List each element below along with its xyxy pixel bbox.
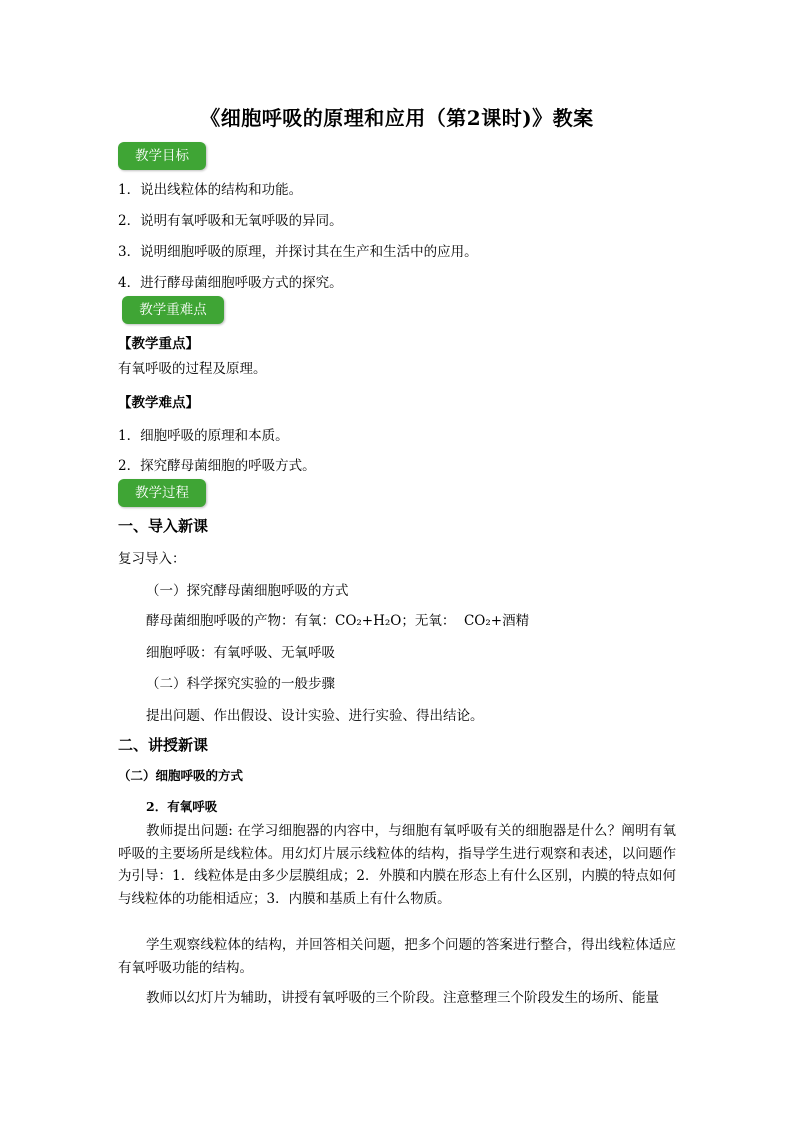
objective-item: 4．进行酵母菌细胞呼吸方式的探究。 xyxy=(118,275,343,291)
section-heading-teach: 二、讲授新课 xyxy=(118,736,209,754)
paragraph-3: 教师以幻灯片为辅助，讲授有氧呼吸的三个阶段。注意整理三个阶段发生的场所、能量 xyxy=(146,990,659,1006)
products-sep: ；无氧： xyxy=(401,613,456,629)
badge-process: 教学过程 xyxy=(118,479,206,507)
products-anaerobic: CO₂+酒精 xyxy=(463,613,530,629)
subheading-modes: （二）细胞呼吸的方式 xyxy=(118,768,244,783)
objective-item: 1．说出线粒体的结构和功能。 xyxy=(118,182,303,198)
key-text: 有氧呼吸的过程及原理。 xyxy=(118,361,267,377)
products-aerobic: CO₂+H₂O xyxy=(335,613,402,629)
difficult-heading: 【教学难点】 xyxy=(118,395,199,411)
difficult-item: 1．细胞呼吸的原理和本质。 xyxy=(118,428,289,444)
subheading-steps: （二）科学探究实验的一般步骤 xyxy=(146,676,335,692)
respiration-types: 细胞呼吸：有氧呼吸、无氧呼吸 xyxy=(146,645,335,661)
section-heading-intro: 一、导入新课 xyxy=(118,517,209,535)
objective-item: 2．说明有氧呼吸和无氧呼吸的异同。 xyxy=(118,213,343,229)
objective-item: 3．说明细胞呼吸的原理，并探讨其在生产和生活中的应用。 xyxy=(118,244,478,260)
document-title: 《细胞呼吸的原理和应用（第2课时)》教案 xyxy=(200,106,594,130)
difficult-item: 2．探究酵母菌细胞的呼吸方式。 xyxy=(118,458,316,474)
products-line xyxy=(146,609,529,629)
review-intro: 复习导入： xyxy=(118,551,186,567)
point-aerobic: 2．有氧呼吸 xyxy=(146,799,218,814)
subheading-explore: （一）探究酵母菌细胞呼吸的方式 xyxy=(146,583,349,599)
badge-objectives: 教学目标 xyxy=(118,142,206,170)
products-label: 酵母菌细胞呼吸的产物：有氧： xyxy=(146,613,335,629)
paragraph-1: 教师提出问题: 在学习细胞器的内容中，与细胞有氧呼吸有关的细胞器是什么？阐明有氧呼吸的主要场所是线粒体。用幻灯片展示线粒体的结构，指导学生进行观察和表述，以问题作为引导：1．线粒体是由多少层膜组成；2．外膜和内膜在形态上有什么区别，内膜的特点如何与线粒体的功能相适应；3．内膜和基质上有什么物质。 xyxy=(118,823,676,907)
steps-text: 提出问题、作出假设、设计实验、进行实验、得出结论。 xyxy=(146,708,484,724)
badge-key-points: 教学重难点 xyxy=(122,296,224,324)
key-heading: 【教学重点】 xyxy=(118,336,199,352)
paragraph-2: 学生观察线粒体的结构，并回答相关问题，把多个问题的答案进行整合，得出线粒体适应有氧呼吸功能的结构。 xyxy=(118,937,676,976)
